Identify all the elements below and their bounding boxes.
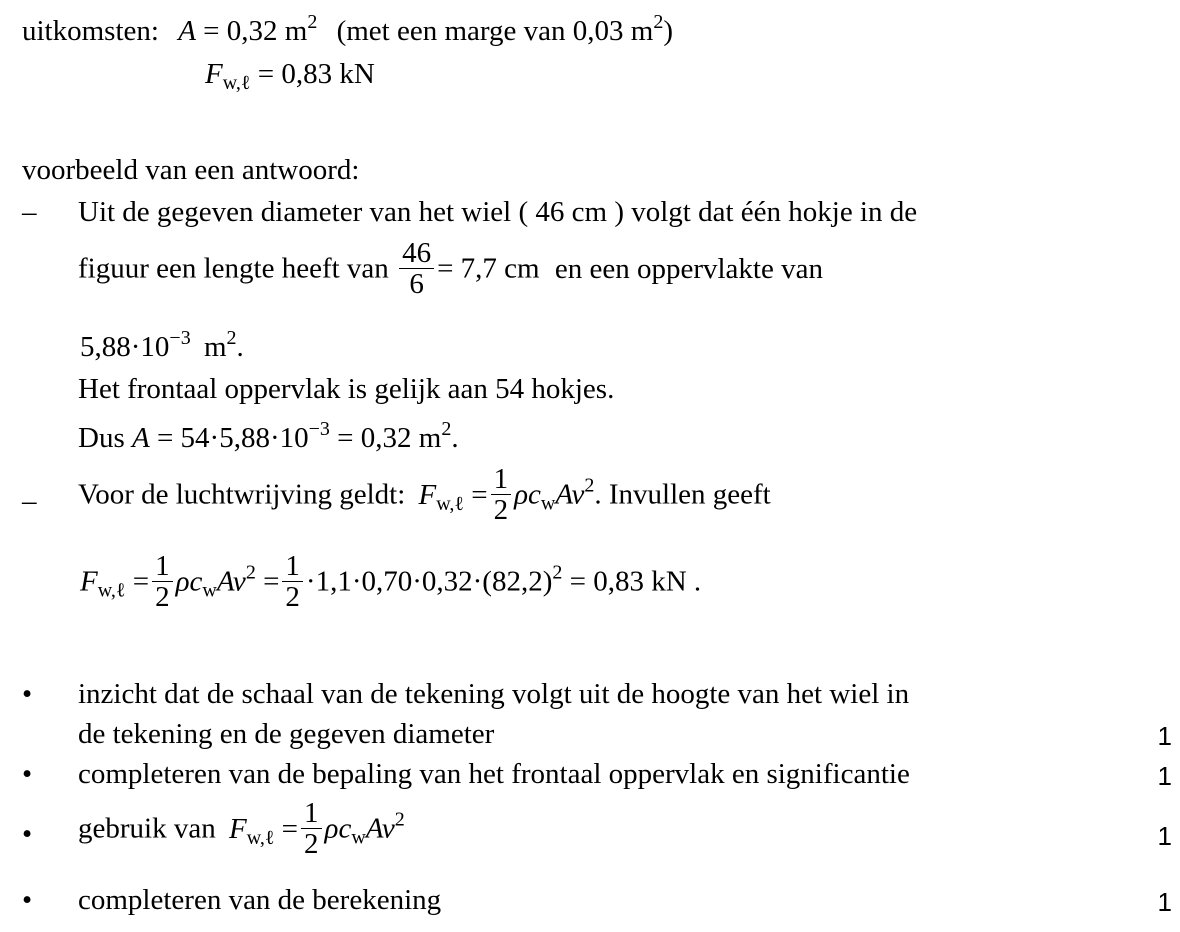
criterion-4-score: 1 [1157, 887, 1172, 917]
area-result: A = 0,32 $m^2$ [178, 11, 318, 47]
item1-line1: Uit de gegeven diameter van het wiel ( 46 cm ) volgt dat één hokje in de [78, 196, 918, 228]
results-area-line [22, 10, 673, 49]
item2-calculation: $F_{w,\ell}$ = $\frac{1}{2}$ $\rho c_wAv^2$ = $\frac{1}{2}$ $\cdot 1,1\cdot 0,70\cdot 0,32\cdot(82,2)^2 = 0,83$ kN . [80, 550, 702, 614]
bullet: • [22, 884, 33, 916]
fraction-one-half: $\frac{1}{2}$ [301, 798, 322, 860]
bullet: • [22, 758, 33, 790]
criterion-2-text: completeren van de bepaling van het frontaal oppervlak en significantie [78, 758, 910, 790]
criterion-1-line1: inzicht dat de schaal van de tekening volgt uit de hoogte van het wiel in [78, 678, 910, 710]
fraction-one-half: $\frac{1}{2}$ [152, 551, 173, 613]
fraction-one-half: $\frac{1}{2}$ [491, 464, 512, 526]
item1-line5: Dus $A = 54\cdot 5,88\cdot 10^{-3} = 0,32$ $m^2$. [78, 418, 459, 454]
criterion-2-score: 1 [1157, 761, 1172, 791]
criterion-1-score: 1 [1157, 721, 1172, 751]
bullet: • [22, 818, 33, 850]
fraction-46-6: $\frac{46}{6}$ [399, 238, 434, 300]
results-label: uitkomsten: [22, 15, 159, 47]
fraction-one-half: $\frac{1}{2}$ [282, 551, 303, 613]
criterion-3-text: gebruik van $F_{w,\ell}$ = $\frac{1}{2}$ $\rho c_wAv^2$ [78, 797, 405, 861]
dash-marker: – [22, 196, 37, 228]
margin-text: (met een marge van 0,03 $m^2$) [336, 11, 674, 47]
force-result: $F_{w,\ell} = 0,83$ kN [205, 58, 375, 94]
item1-line3: $5,88\cdot 10^{-3}$ $m^2$. [80, 327, 244, 363]
item1-line2: figuur een lengte heeft van $\frac{46}{6}$ = 7,7 cm en een oppervlakte van [78, 237, 823, 301]
criterion-1-line2: de tekening en de gegeven diameter [78, 718, 495, 750]
criterion-4-text: completeren van de berekening [78, 884, 442, 916]
item1-line4: Het frontaal oppervlak is gelijk aan 54 hokjes. [78, 373, 615, 405]
criterion-3-score: 1 [1157, 821, 1172, 851]
example-heading: voorbeeld van een antwoord: [22, 154, 360, 186]
bullet: • [22, 678, 33, 710]
item2-line1: Voor de luchtwrijving geldt: $F_{w,\ell}$ = $\frac{1}{2}$ $\rho c_wAv^2$. Invullen geeft [78, 463, 771, 527]
dash-marker: – [22, 485, 37, 517]
